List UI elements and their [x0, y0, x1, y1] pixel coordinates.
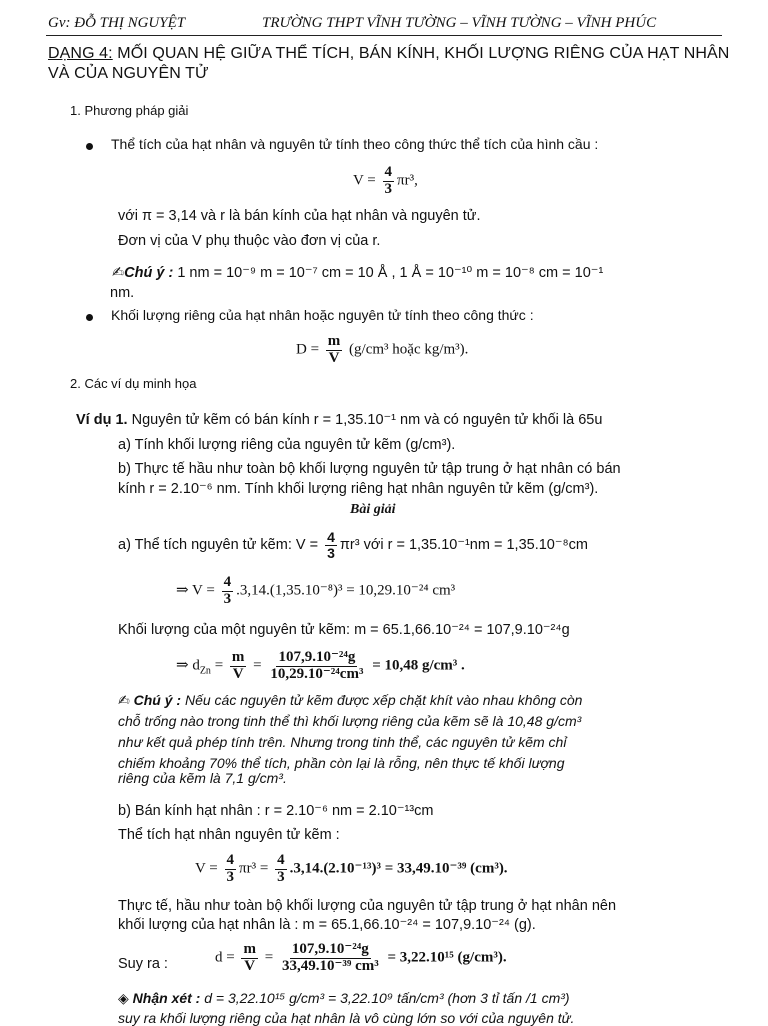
- nucleus-volume-formula: [195, 853, 508, 886]
- remark-line1: [118, 990, 570, 1007]
- density-formula: [296, 334, 468, 367]
- example-1-part-b-line2: kính r = 2.10⁻⁶ nm. Tính khối lượng riêng hạt nhân nguyên tử kẽm (g/cm³).: [118, 481, 599, 497]
- fraction: [275, 853, 287, 886]
- fraction-numerator: 107,9.10⁻²⁴g: [278, 649, 356, 665]
- bullet-volume-text: Thể tích của hạt nhân và nguyên tử tính theo công thức thể tích của hình cầu :: [111, 136, 599, 152]
- formula-rhs: πr³,: [397, 172, 418, 189]
- fraction-denominator: V: [328, 349, 340, 366]
- subscript: Zn: [199, 665, 211, 677]
- text: ⇒ V =: [176, 582, 219, 599]
- density-note-line2: chỗ trống nào trong tinh thể thì khối lượng riêng của kẽm sẽ là 10,48 g/cm³: [118, 713, 582, 729]
- pi-line: với π = 3,14 và r là bán kính của hạt nhân và nguyên tử.: [118, 208, 481, 224]
- nucleus-density-formula: [215, 942, 507, 975]
- example-1-part-b-line1: b) Thực tế hầu như toàn bộ khối lượng nguyên tử tập trung ở hạt nhân có bán: [118, 461, 621, 477]
- header-author: Gv: ĐỖ THỊ NGUYỆT: [48, 15, 186, 31]
- fraction: [280, 942, 381, 975]
- section-heading-method: 1. Phương pháp giải: [70, 103, 189, 118]
- fraction-numerator: 4: [226, 852, 235, 868]
- header-school: TRƯỜNG THPT VĨNH TƯỜNG – VĨNH TƯỜNG – VĨNH PHÚC: [262, 15, 657, 31]
- remark-line2: suy ra khối lượng riêng của hạt nhân là vô cùng lớn so với của nguyên tử.: [118, 1010, 575, 1026]
- bullet-icon: [86, 314, 93, 321]
- header-divider: [46, 35, 722, 36]
- fraction-denominator: 10,29.10⁻²⁴cm³: [270, 665, 364, 682]
- note-label: Chú ý :: [133, 692, 182, 708]
- fraction-denominator: 33,49.10⁻³⁹ cm³: [281, 957, 379, 974]
- example-1-statement: [76, 412, 602, 428]
- page-title: [48, 45, 729, 63]
- solution-b-radius: b) Bán kính hạt nhân : r = 2.10⁻⁶ nm = 2.10⁻¹³cm: [118, 803, 434, 819]
- suy-label: Suy ra :: [118, 956, 168, 972]
- fraction-numerator: m: [327, 333, 341, 349]
- note-label: Chú ý :: [124, 265, 174, 281]
- fraction-denominator: 3: [277, 868, 285, 885]
- unit-line: Đơn vị của V phụ thuộc vào đơn vị của r.: [118, 233, 381, 249]
- title-prefix: DẠNG 4:: [48, 45, 113, 62]
- fraction-denominator: V: [244, 957, 256, 974]
- example-label: Ví dụ 1.: [76, 412, 128, 428]
- fraction-numerator: 107,9.10⁻²⁴g: [291, 941, 369, 957]
- formula-lhs: D =: [296, 341, 323, 358]
- fraction: [325, 530, 337, 560]
- text: πr³ với r = 1,35.10⁻¹nm = 1,35.10⁻⁸cm: [339, 537, 588, 554]
- fraction: [241, 942, 258, 975]
- volume-formula: [353, 165, 418, 198]
- density-note-line5: riêng của kẽm là 7,1 g/cm³.: [118, 770, 287, 786]
- fraction-numerator: 4: [327, 529, 335, 545]
- text: = 10,48 g/cm³ .: [368, 657, 465, 674]
- unit-note: [112, 265, 603, 281]
- bullet-density-text: Khối lượng riêng của hạt nhân hoặc nguyên tử tính theo công thức :: [111, 307, 534, 323]
- mass-line: Khối lượng của một nguyên tử kẽm: m = 65.1,66.10⁻²⁴ = 107,9.10⁻²⁴g: [118, 622, 570, 638]
- solution-b-volume-label: Thể tích hạt nhân nguyên tử kẽm :: [118, 827, 340, 843]
- bullet-icon: [86, 143, 93, 150]
- pencil-icon: ✍: [112, 265, 125, 281]
- fraction-denominator: 3: [384, 180, 393, 197]
- section-heading-examples: 2. Các ví dụ minh họa: [70, 376, 197, 391]
- formula-rhs: (g/cm³ hoặc kg/m³).: [345, 341, 469, 358]
- example-text: Nguyên tử kẽm có bán kính r = 1,35.10⁻¹ nm và có nguyên tử khối là 65u: [127, 412, 603, 428]
- fraction-numerator: m: [231, 649, 245, 665]
- dzn-formula: [176, 650, 465, 683]
- fraction: [268, 650, 365, 683]
- fraction-numerator: 4: [384, 164, 393, 180]
- text: = 3,22.10¹⁵ (g/cm³).: [383, 949, 507, 966]
- fraction: [383, 165, 395, 198]
- fraction: [225, 853, 237, 886]
- solution-a-volume: [118, 530, 588, 560]
- formula-lhs: V =: [353, 172, 380, 189]
- density-note-line1: [118, 692, 582, 709]
- fraction-numerator: m: [243, 941, 256, 957]
- example-1-part-a: a) Tính khối lượng riêng của nguyên tử kẽm (g/cm³).: [118, 437, 456, 453]
- solution-title: Bài giải: [350, 502, 396, 517]
- fraction-denominator: 3: [223, 590, 232, 607]
- text: V =: [195, 860, 222, 877]
- fraction: [326, 334, 343, 367]
- density-note-line3: như kết quả phép tính trên. Nhưng trong tinh thể, các nguyên tử kẽm chỉ: [118, 734, 567, 750]
- reality-line1: Thực tế, hầu như toàn bộ khối lượng của nguyên tử tập trung ở hạt nhân nên: [118, 898, 617, 914]
- density-note-line4: chiếm khoảng 70% thể tích, phần còn lại là rỗng, nên thực tế khối lượng: [118, 755, 565, 771]
- text: =: [210, 657, 227, 674]
- fraction-numerator: 4: [223, 574, 232, 590]
- text: =: [249, 657, 266, 674]
- text: d =: [215, 949, 239, 966]
- reality-line2: khối lượng của hạt nhân là : m = 65.1,66.10⁻²⁴ = 107,9.10⁻²⁴ (g).: [118, 917, 536, 933]
- note-text: 1 nm = 10⁻⁹ m = 10⁻⁷ cm = 10 Å , 1 Å = 10⁻¹⁰ m = 10⁻⁸ cm = 10⁻¹: [173, 265, 604, 281]
- fraction-denominator: 3: [226, 868, 235, 885]
- text: a) Thể tích nguyên tử kẽm: V =: [118, 537, 323, 554]
- fraction: [230, 650, 247, 683]
- remark-label: Nhận xét :: [132, 990, 201, 1006]
- text: =: [260, 949, 277, 966]
- text: ⇒ d: [176, 657, 200, 674]
- fraction-denominator: 3: [327, 544, 335, 561]
- title-line2: VÀ CỦA NGUYÊN TỬ: [48, 65, 209, 82]
- title-line1: MỐI QUAN HỆ GIỮA THỂ TÍCH, BÁN KÍNH, KHỐI LƯỢNG RIÊNG CỦA HẠT NHÂN: [112, 45, 730, 62]
- fraction-numerator: 4: [277, 852, 285, 868]
- remark-text: d = 3,22.10¹⁵ g/cm³ = 3,22.10⁹ tấn/cm³ (hơn 3 tỉ tấn /1 cm³): [200, 990, 570, 1006]
- text: πr³ =: [239, 860, 273, 877]
- unit-note-cont: nm.: [110, 285, 135, 301]
- diamond-icon: ◈: [118, 990, 129, 1006]
- pencil-icon: ✍: [118, 692, 130, 708]
- solution-a-volume-calc: [176, 575, 455, 608]
- fraction-denominator: V: [232, 665, 244, 682]
- fraction: [222, 575, 234, 608]
- text: .3,14.(2.10⁻¹³)³ = 33,49.10⁻³⁹ (cm³).: [289, 860, 508, 877]
- text: .3,14.(1,35.10⁻⁸)³ = 10,29.10⁻²⁴ cm³: [236, 582, 456, 599]
- note-text: Nếu các nguyên tử kẽm được xếp chặt khít vào nhau không còn: [181, 692, 583, 708]
